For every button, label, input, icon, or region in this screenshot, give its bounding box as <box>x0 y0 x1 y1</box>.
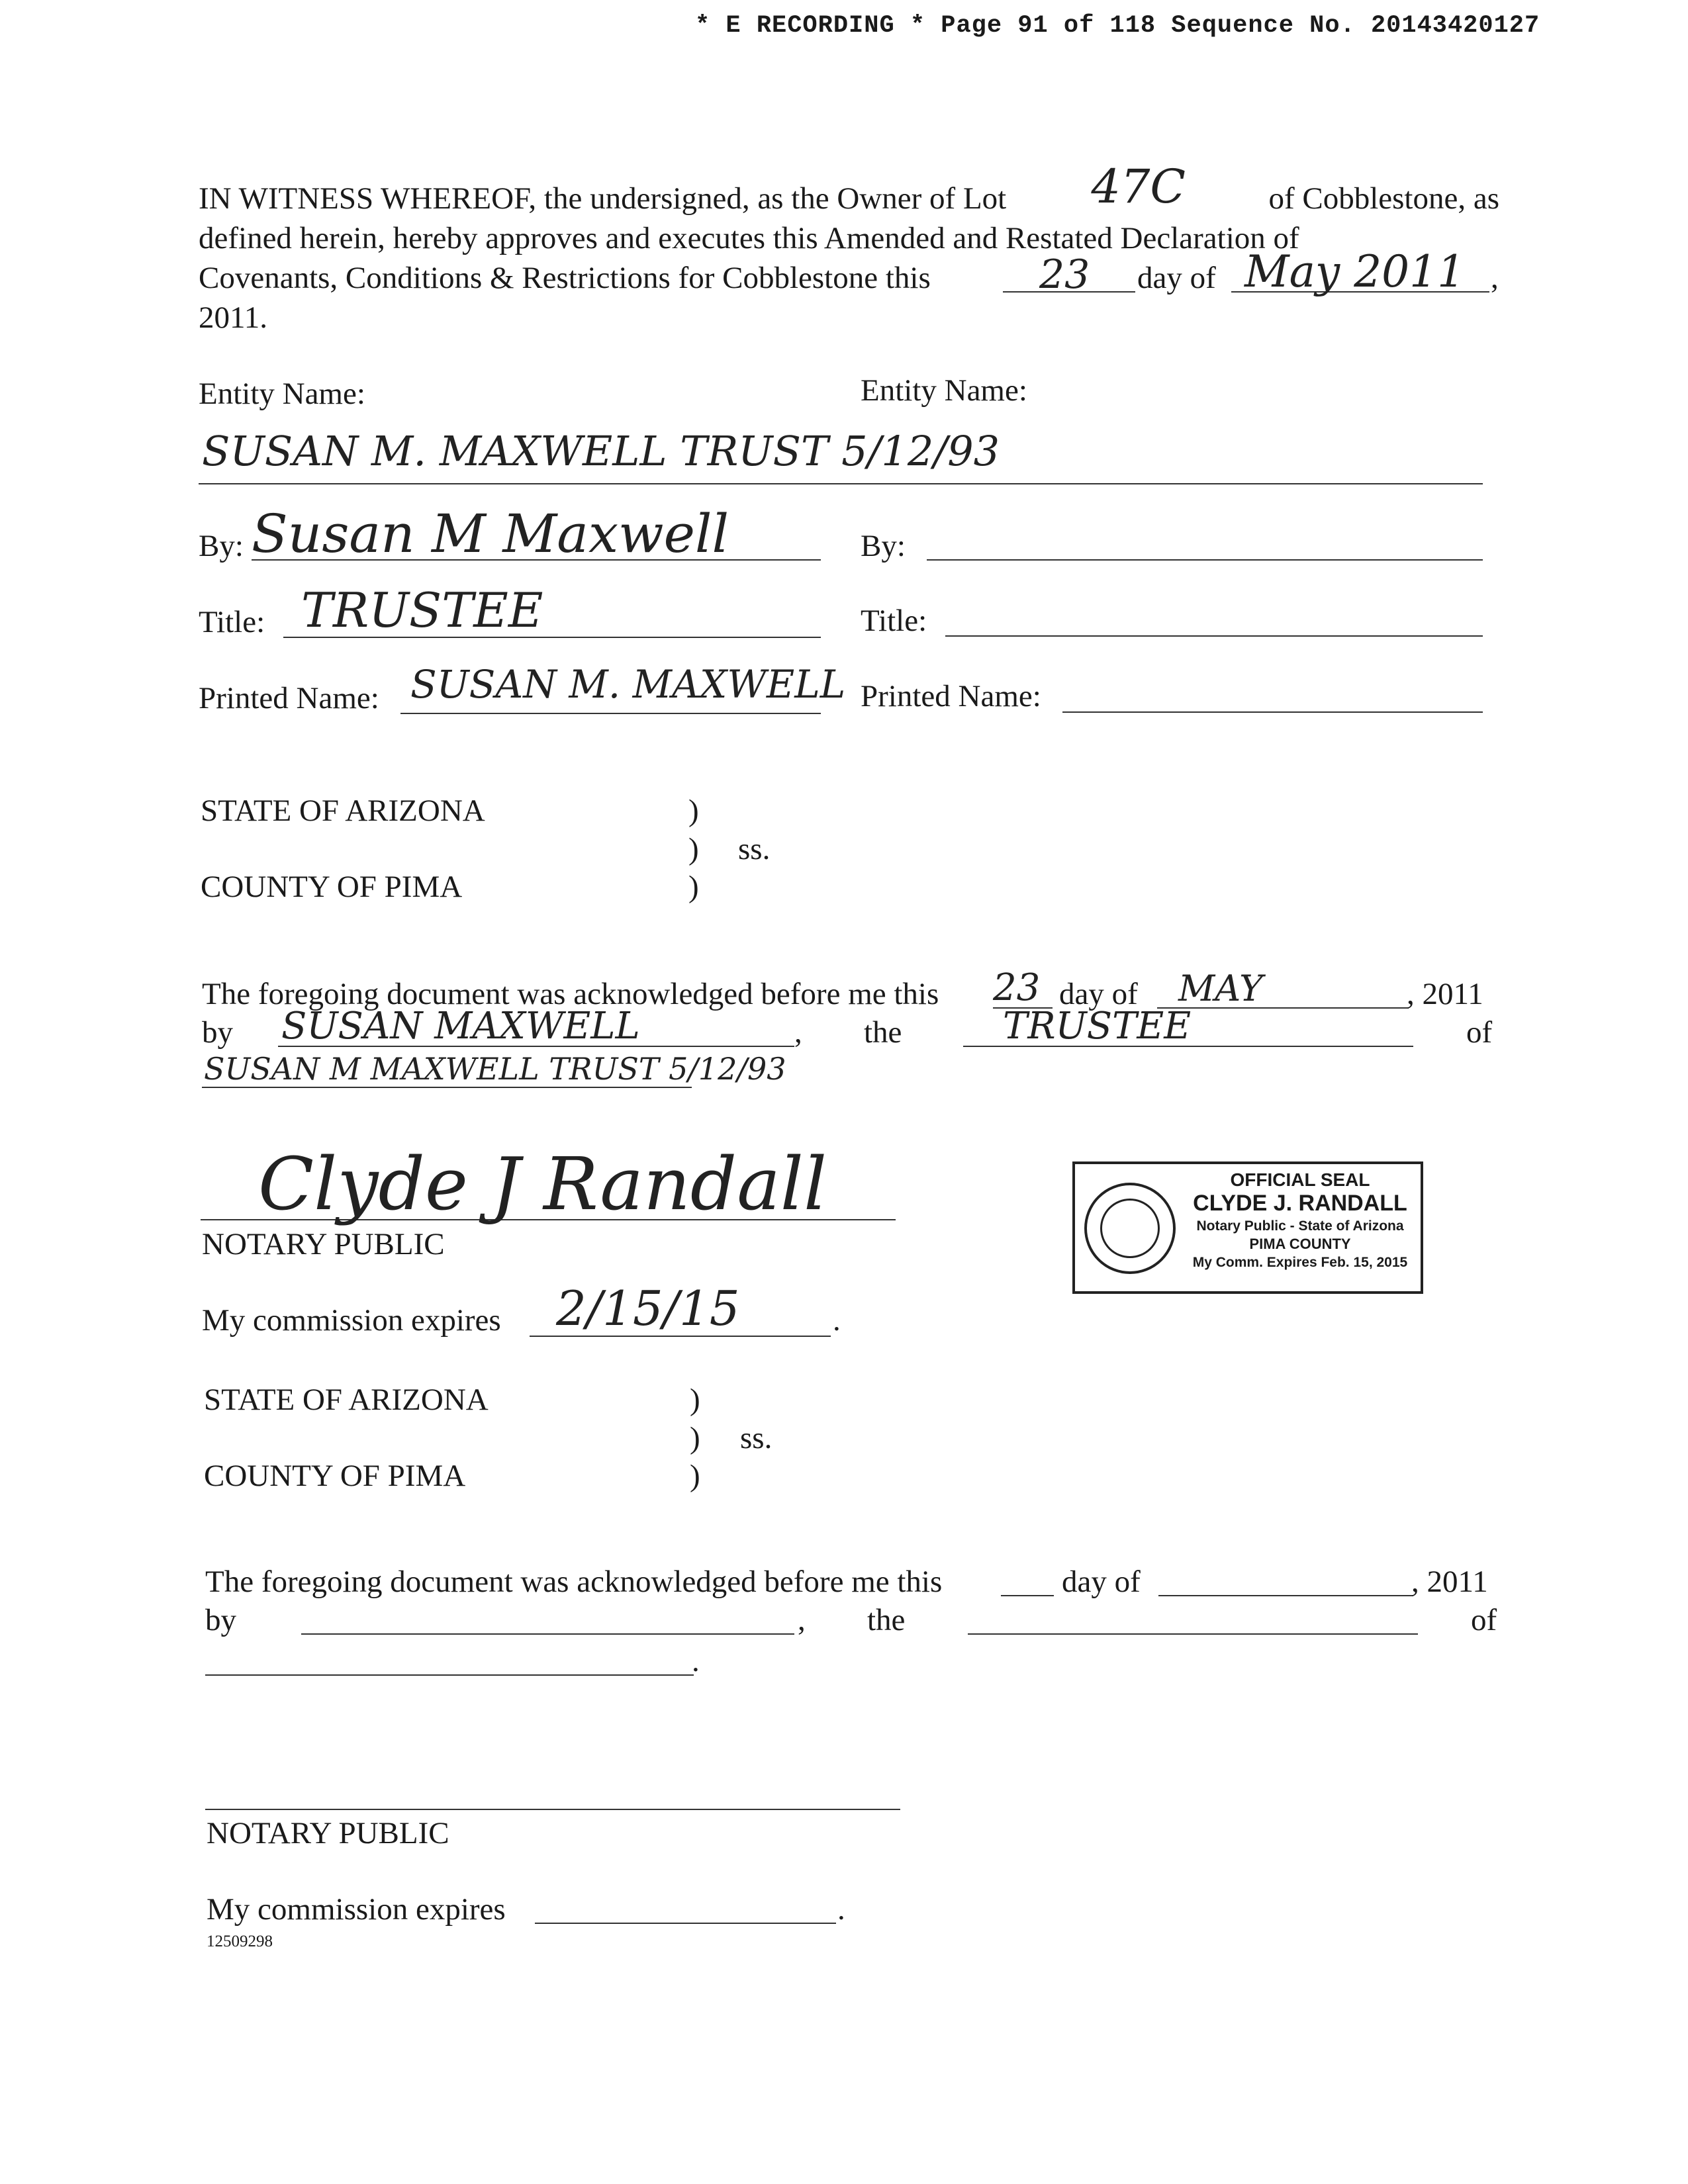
venue2-county: COUNTY OF PIMA <box>204 1459 466 1493</box>
ack1-role-handwritten: TRUSTEE <box>1003 1005 1192 1048</box>
ack2-mid: day of <box>1062 1565 1141 1599</box>
venue1-paren-2: ) <box>688 832 699 866</box>
venue2-paren-3: ) <box>690 1459 700 1493</box>
ack1-by-handwritten: SUSAN MAXWELL <box>281 1005 640 1048</box>
notary1-label: NOTARY PUBLIC <box>202 1227 445 1261</box>
seal-line-1: OFFICIAL SEAL <box>1230 1169 1370 1190</box>
recording-header: * E RECORDING * Page 91 of 118 Sequence No. 20143420127 <box>695 12 1540 40</box>
ack2-day-underline <box>1001 1595 1054 1596</box>
day-handwritten: 23 <box>1039 251 1090 298</box>
document-id: 12509298 <box>207 1933 273 1950</box>
witness-line-2-text: defined herein, hereby approves and executes this Amended and Restated Declaration of <box>199 221 1299 255</box>
left-entity-label: Entity Name: <box>199 377 365 411</box>
witness-line-3-mid: day of <box>1137 261 1216 295</box>
ack1-month-handwritten: MAY <box>1178 968 1263 1009</box>
witness-line-3-pre: Covenants, Conditions & Restrictions for Cobblestone this <box>199 261 931 295</box>
ack1-by: by <box>202 1015 233 1050</box>
venue2-state: STATE OF ARIZONA <box>204 1383 489 1417</box>
ack1-day-handwritten: 23 <box>993 966 1041 1009</box>
notary2-label: NOTARY PUBLIC <box>207 1816 449 1850</box>
witness-line-4: 2011. <box>199 300 268 335</box>
venue1-paren-1: ) <box>688 794 699 828</box>
left-by-signature: Susan M Maxwell <box>252 503 729 565</box>
right-entity-label: Entity Name: <box>861 373 1027 408</box>
right-title-label: Title: <box>861 604 927 638</box>
venue1-paren-3: ) <box>688 870 699 904</box>
left-printed-underline <box>400 713 821 714</box>
notary2-period: . <box>837 1892 845 1927</box>
ack1-the: the <box>864 1015 902 1050</box>
left-printed-handwritten: SUSAN M. MAXWELL <box>410 662 846 707</box>
ack2-entity-underline <box>205 1674 694 1676</box>
ack1-year: , 2011 <box>1407 977 1483 1011</box>
left-by-label: By: <box>199 529 244 563</box>
ack2-pre: The foregoing document was acknowledged before me this <box>205 1565 943 1599</box>
venue2-ss: ss. <box>740 1421 773 1455</box>
left-entity-name-handwritten: SUSAN M. MAXWELL TRUST 5/12/93 <box>202 427 1000 475</box>
lot-field <box>1078 159 1197 218</box>
right-by-label: By: <box>861 529 906 563</box>
ack2-by-underline <box>301 1633 794 1635</box>
venue2-paren-2: ) <box>690 1421 700 1455</box>
notary2-commission-underline <box>535 1923 836 1924</box>
left-printed-label: Printed Name: <box>199 681 379 715</box>
seal-line-4: PIMA COUNTY <box>1249 1236 1351 1252</box>
seal-line-2: CLYDE J. RANDALL <box>1193 1191 1407 1216</box>
right-printed-underline <box>1062 711 1483 713</box>
right-title-underline <box>945 635 1483 637</box>
witness-line-1-post: of Cobblestone, as <box>1268 181 1499 216</box>
witness-line-1-pre: IN WITNESS WHEREOF, the undersigned, as the Owner of Lot <box>199 181 1007 216</box>
month-handwritten: May 2011 <box>1244 246 1466 297</box>
right-printed-label: Printed Name: <box>861 679 1041 713</box>
ack2-by: by <box>205 1603 236 1637</box>
witness-line-1 <box>199 159 1499 218</box>
right-by-underline <box>927 559 1483 561</box>
notary-seal-stamp <box>1072 1161 1423 1294</box>
seal-line-5: My Comm. Expires Feb. 15, 2015 <box>1192 1255 1408 1270</box>
entity-name-underline <box>199 483 1483 484</box>
ack2-month-underline <box>1158 1595 1413 1596</box>
venue1-ss: ss. <box>738 832 771 866</box>
arizona-state-seal-inner-icon <box>1100 1199 1160 1258</box>
ack1-comma: , <box>794 1015 802 1050</box>
ack1-mid: day of <box>1059 977 1138 1011</box>
seal-line-3: Notary Public - State of Arizona <box>1196 1218 1404 1234</box>
ack2-of: of <box>1471 1603 1497 1637</box>
ack2-role-underline <box>968 1633 1418 1635</box>
venue1-county: COUNTY OF PIMA <box>201 870 463 904</box>
left-title-label: Title: <box>199 605 265 639</box>
ack1-entity-underline <box>202 1087 692 1088</box>
notary2-signature-line <box>205 1809 900 1810</box>
notary1-signature: Clyde J Randall <box>258 1142 827 1226</box>
venue1-state: STATE OF ARIZONA <box>201 794 485 828</box>
ack2-the: the <box>867 1603 906 1637</box>
lot-handwritten: 47C <box>1091 159 1186 214</box>
notary1-period: . <box>833 1303 841 1338</box>
notary1-commission-handwritten: 2/15/15 <box>556 1281 740 1336</box>
ack2-year: , 2011 <box>1411 1565 1488 1599</box>
left-title-handwritten: TRUSTEE <box>301 582 543 638</box>
ack2-comma: , <box>798 1603 806 1637</box>
notary1-commission-label: My commission expires <box>202 1303 501 1338</box>
venue2-paren-1: ) <box>690 1383 700 1417</box>
witness-line-3-post: , <box>1491 261 1499 295</box>
ack1-pre: The foregoing document was acknowledged before me this <box>202 977 939 1011</box>
ack1-of: of <box>1466 1015 1493 1050</box>
ack2-period: . <box>692 1644 700 1678</box>
notary2-commission-label: My commission expires <box>207 1892 506 1927</box>
ack1-entity-handwritten: SUSAN M MAXWELL TRUST 5/12/93 <box>204 1051 786 1087</box>
